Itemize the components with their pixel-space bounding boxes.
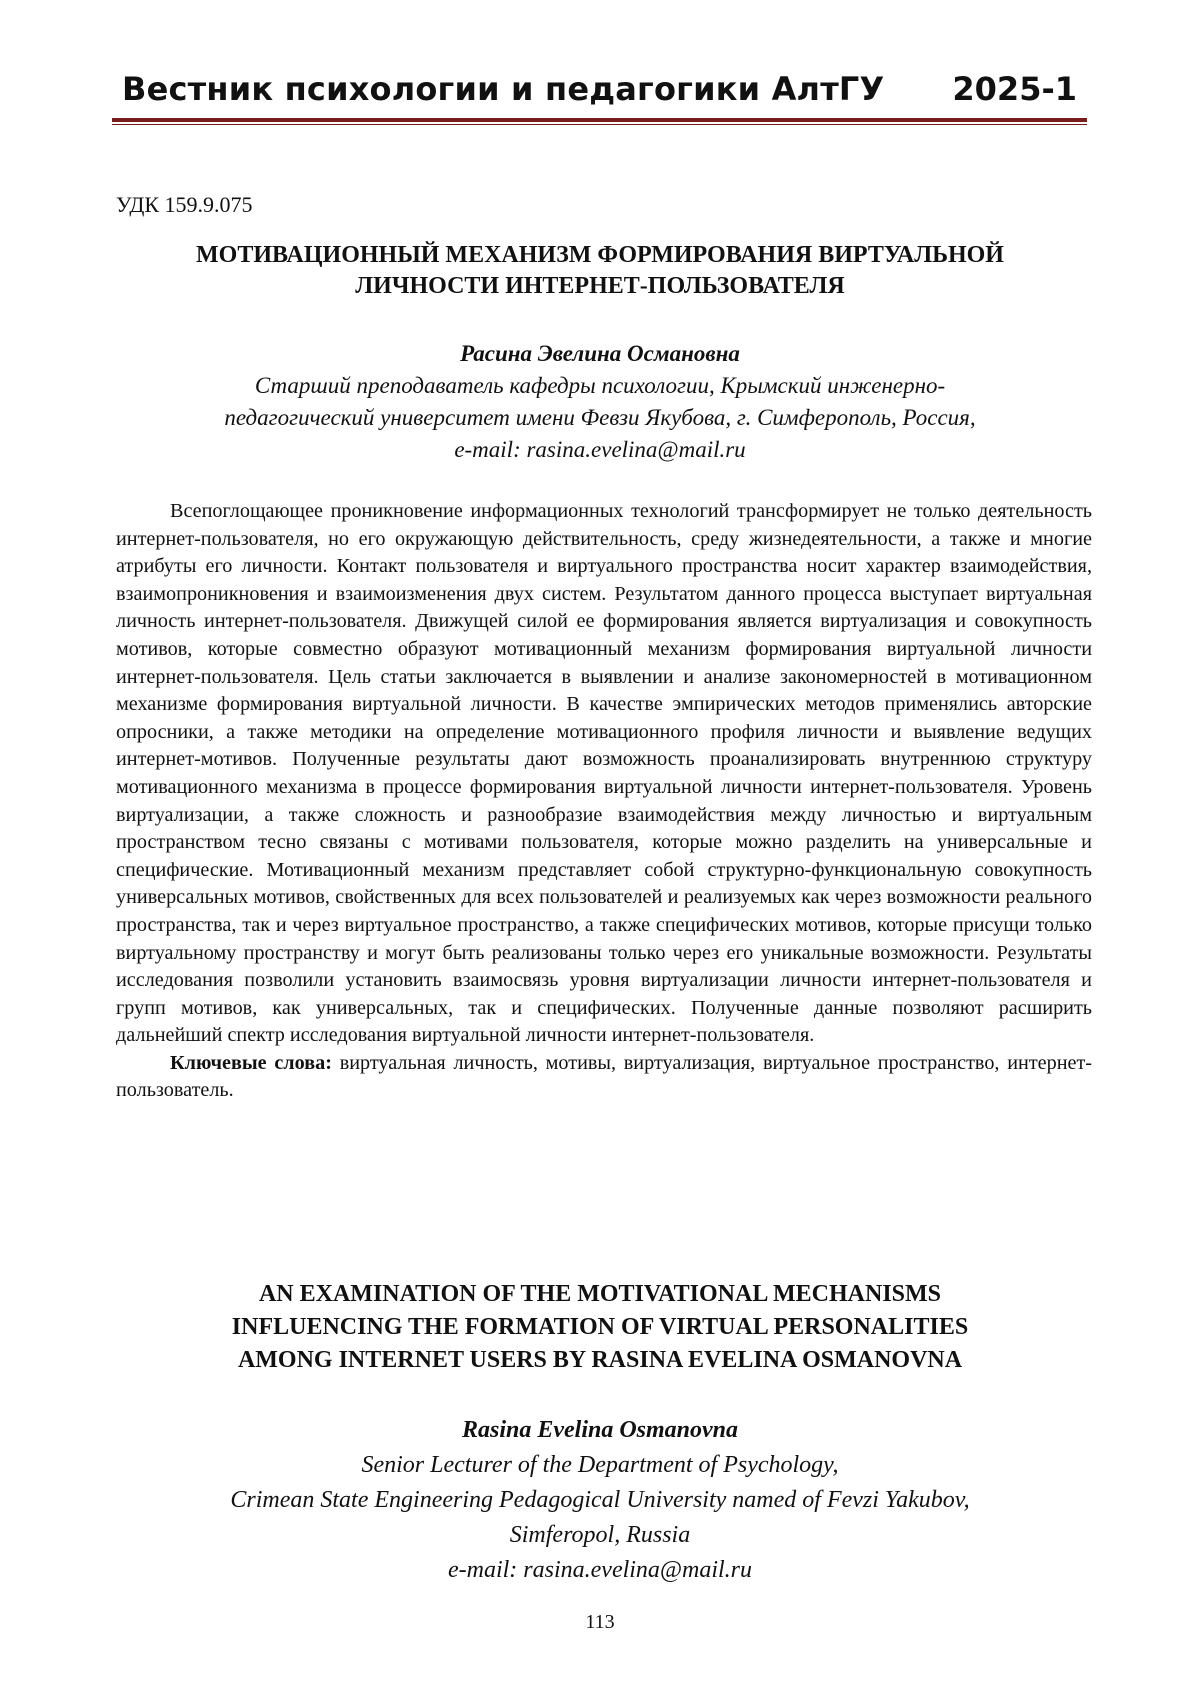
abstract-ru: [116, 498, 1092, 1105]
udc-code: УДК 159.9.075: [116, 192, 253, 218]
journal-title: Вестник психологии и педагогики АлтГУ: [122, 70, 884, 108]
title-ru-line-1: МОТИВАЦИОННЫЙ МЕХАНИЗМ ФОРМИРОВАНИЯ ВИРТУАЛЬНОЙ: [100, 240, 1100, 271]
title-ru-line-2: ЛИЧНОСТИ ИНТЕРНЕТ-ПОЛЬЗОВАТЕЛЯ: [100, 271, 1100, 302]
title-en-line-2: INFLUENCING THE FORMATION OF VIRTUAL PERSONALITIES: [100, 1311, 1100, 1344]
author-name-en: Rasina Evelina Osmanovna: [100, 1413, 1100, 1448]
journal-header: [112, 70, 1087, 118]
keywords-ru: [116, 1050, 1092, 1105]
title-en-line-1: AN EXAMINATION OF THE MOTIVATIONAL MECHANISMS: [100, 1278, 1100, 1311]
abstract-ru-text: Всепоглощающее проникновение информационных технологий трансформирует не только деятельность интернет-пользователя, но его окружающую действительность, среду жизнедеятельности, а также и многие атрибуты его личности. Контакт пользователя и виртуального пространства носит характер взаимодействия, взаимопроникновения и взаимоизменения двух систем. Результатом данного процесса выступает виртуальная личность интернет-пользователя. Движущей силой ее формирования является виртуализация и совокупность мотивов, которые совместно образуют мотивационный механизм формирования виртуальной личности интернет-пользователя. Цель статьи заключается в выявлении и анализе закономерностей в мотивационном механизме формирования виртуальной личности. В качестве эмпирических методов применялись авторские опросники, а также методики на определение мотивационного профиля личности и выявление ведущих интернет-мотивов. Полученные результаты дают возможность проанализировать внутреннюю структуру мотивационного механизма в процессе формирования виртуальной личности интернет-пользователя. Уровень виртуализации, а также сложность и разнообразие взаимодействия между личностью и виртуальным пространством тесно связаны с мотивами пользователя, которые можно разделить на универсальные и специфические. Мотивационный механизм представляет собой структурно-функциональную совокупность универсальных мотивов, свойственных для всех пользователей и реализуемых как через возможности реального пространства, так и через виртуальное пространство, а также специфических мотивов, которые присущи только виртуальному пространству и могут быть реализованы только через его уникальные возможности. Результаты исследования позволили установить взаимосвязь уровня виртуализации личности интернет-пользователя и групп мотивов, как универсальных, так и специфических. Полученные данные позволяют расширить дальнейший спектр исследования виртуальной личности интернет-пользователя.: [116, 498, 1092, 1050]
article-title-ru: [100, 240, 1100, 302]
email-en: e-mail: rasina.evelina@mail.ru: [100, 1553, 1100, 1588]
email-ru: e-mail: rasina.evelina@mail.ru: [100, 434, 1100, 466]
title-en-line-3: AMONG INTERNET USERS BY RASINA EVELINA OSMANOVNA: [100, 1344, 1100, 1377]
affiliation-en-line-3: Simferopol, Russia: [100, 1518, 1100, 1553]
affiliation-ru-line-2: педагогический университет имени Февзи Якубова, г. Симферополь, Россия,: [100, 402, 1100, 434]
keywords-label: Ключевые слова:: [170, 1052, 332, 1074]
author-name-ru: Расина Эвелина Османовна: [100, 338, 1100, 370]
affiliation-en-line-1: Senior Lecturer of the Department of Psychology,: [100, 1448, 1100, 1483]
page-number: 113: [0, 1611, 1200, 1634]
header-rule-thin: [112, 124, 1087, 125]
header-rule-thick: [112, 118, 1087, 122]
article-title-en: [100, 1278, 1100, 1377]
issue-number: 2025-1: [952, 70, 1077, 108]
author-block-ru: [100, 338, 1100, 466]
keywords-text: виртуальная личность, мотивы, виртуализация, виртуальное пространство, интернет-пользователь.: [116, 1052, 1092, 1102]
author-block-en: [100, 1413, 1100, 1588]
affiliation-ru-line-1: Старший преподаватель кафедры психологии, Крымский инженерно-: [100, 370, 1100, 402]
affiliation-en-line-2: Crimean State Engineering Pedagogical University named of Fevzi Yakubov,: [100, 1483, 1100, 1518]
